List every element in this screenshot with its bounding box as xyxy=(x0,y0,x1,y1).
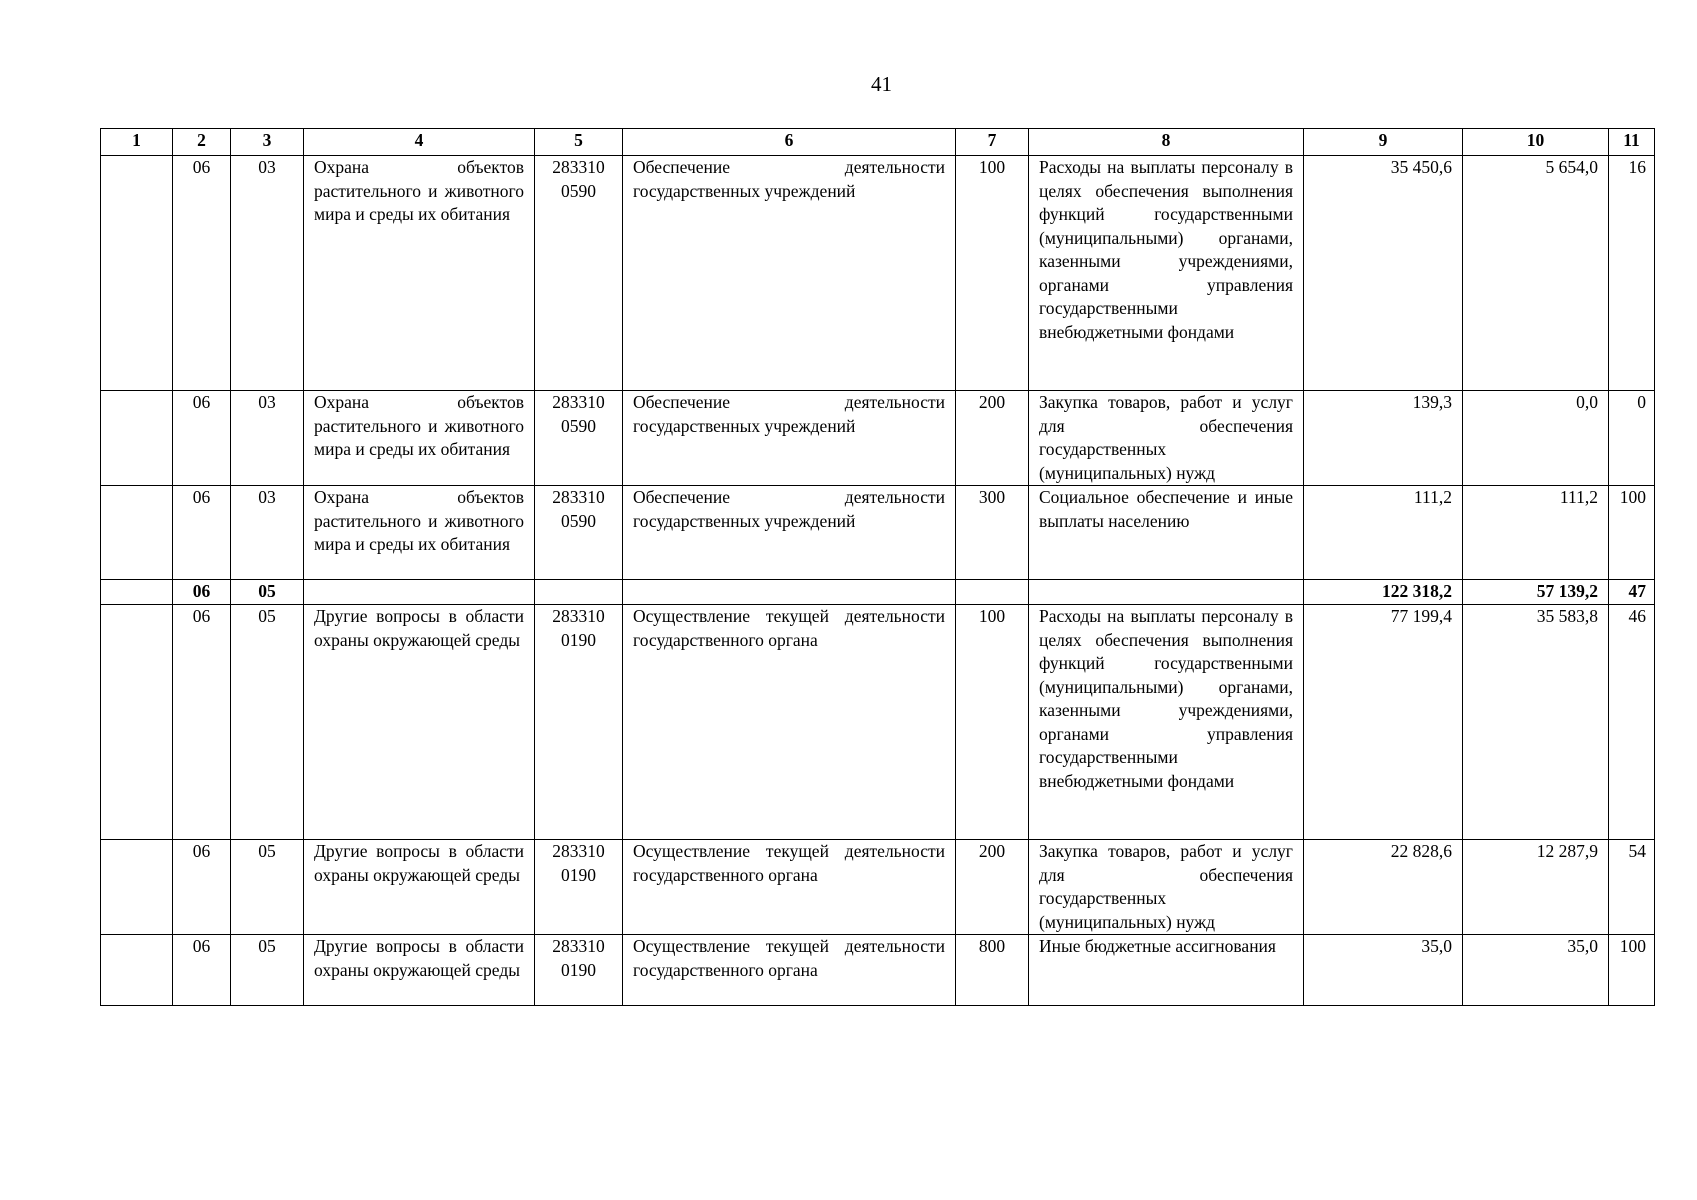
cell-target-code: 283310 0590 xyxy=(535,391,623,486)
cell-amount-actual: 57 139,2 xyxy=(1463,580,1609,605)
cell-expense-type-code: 800 xyxy=(956,935,1029,1006)
cell-target-name: Обеспечение деятельности государственных учреждений xyxy=(623,391,956,486)
column-header: 5 xyxy=(535,129,623,156)
cell-expense-type-code: 200 xyxy=(956,391,1029,486)
cell-number xyxy=(101,935,173,1006)
cell-percent: 100 xyxy=(1609,935,1655,1006)
cell-amount-plan: 139,3 xyxy=(1304,391,1463,486)
cell-subsection: 05 xyxy=(231,580,304,605)
cell-subsection-name: Охрана объектов растительного и животного мира и среды их обитания xyxy=(304,486,535,580)
cell-section: 06 xyxy=(173,156,231,391)
cell-amount-plan: 35 450,6 xyxy=(1304,156,1463,391)
cell-percent: 54 xyxy=(1609,840,1655,935)
cell-number xyxy=(101,391,173,486)
cell-percent: 47 xyxy=(1609,580,1655,605)
cell-target-code: 283310 0590 xyxy=(535,486,623,580)
cell-subsection: 05 xyxy=(231,605,304,840)
cell-target-name xyxy=(623,580,956,605)
cell-percent: 46 xyxy=(1609,605,1655,840)
cell-amount-plan: 22 828,6 xyxy=(1304,840,1463,935)
cell-subsection: 03 xyxy=(231,486,304,580)
column-header: 4 xyxy=(304,129,535,156)
column-header: 8 xyxy=(1029,129,1304,156)
cell-expense-type-name: Социальное обеспечение и иные выплаты населению xyxy=(1029,486,1304,580)
cell-expense-type-name: Расходы на выплаты персоналу в целях обеспечения выполнения функций государственными (муниципальными) органами, казенными учреждениями, органами управления государственными внебюджетными фондами xyxy=(1029,605,1304,840)
cell-subsection-name: Другие вопросы в области охраны окружающей среды xyxy=(304,840,535,935)
column-header: 10 xyxy=(1463,129,1609,156)
cell-section: 06 xyxy=(173,935,231,1006)
cell-expense-type-code: 300 xyxy=(956,486,1029,580)
cell-subsection-name: Охрана объектов растительного и животного мира и среды их обитания xyxy=(304,156,535,391)
cell-amount-plan: 122 318,2 xyxy=(1304,580,1463,605)
cell-target-name: Осуществление текущей деятельности государственного органа xyxy=(623,935,956,1006)
cell-amount-actual: 12 287,9 xyxy=(1463,840,1609,935)
column-header: 3 xyxy=(231,129,304,156)
cell-number xyxy=(101,840,173,935)
cell-percent: 16 xyxy=(1609,156,1655,391)
column-number-row xyxy=(101,129,1655,156)
cell-expense-type-code: 100 xyxy=(956,605,1029,840)
cell-subsection-name: Охрана объектов растительного и животного мира и среды их обитания xyxy=(304,391,535,486)
cell-target-code: 283310 0590 xyxy=(535,156,623,391)
cell-subsection: 05 xyxy=(231,840,304,935)
cell-target-name: Осуществление текущей деятельности государственного органа xyxy=(623,605,956,840)
cell-section: 06 xyxy=(173,486,231,580)
cell-section: 06 xyxy=(173,580,231,605)
cell-expense-type-code: 100 xyxy=(956,156,1029,391)
column-header: 2 xyxy=(173,129,231,156)
cell-subsection: 05 xyxy=(231,935,304,1006)
cell-amount-actual: 35 583,8 xyxy=(1463,605,1609,840)
column-header: 11 xyxy=(1609,129,1655,156)
cell-section: 06 xyxy=(173,605,231,840)
table-row xyxy=(101,486,1655,580)
column-header: 7 xyxy=(956,129,1029,156)
cell-expense-type-name: Закупка товаров, работ и услуг для обеспечения государственных (муниципальных) нужд xyxy=(1029,840,1304,935)
cell-target-code: 283310 0190 xyxy=(535,935,623,1006)
cell-subsection: 03 xyxy=(231,156,304,391)
cell-subsection-name xyxy=(304,580,535,605)
cell-expense-type-name: Расходы на выплаты персоналу в целях обеспечения выполнения функций государственными (муниципальными) органами, казенными учреждениями, органами управления государственными внебюджетными фондами xyxy=(1029,156,1304,391)
table-row xyxy=(101,156,1655,391)
column-header: 9 xyxy=(1304,129,1463,156)
cell-amount-actual: 5 654,0 xyxy=(1463,156,1609,391)
cell-expense-type-code xyxy=(956,580,1029,605)
cell-amount-actual: 35,0 xyxy=(1463,935,1609,1006)
column-header: 6 xyxy=(623,129,956,156)
column-header: 1 xyxy=(101,129,173,156)
cell-section: 06 xyxy=(173,391,231,486)
cell-expense-type-name: Иные бюджетные ассигнования xyxy=(1029,935,1304,1006)
budget-table xyxy=(100,128,1655,1006)
cell-target-code xyxy=(535,580,623,605)
cell-expense-type-code: 200 xyxy=(956,840,1029,935)
cell-subsection-name: Другие вопросы в области охраны окружающей среды xyxy=(304,935,535,1006)
table-row xyxy=(101,605,1655,840)
cell-subsection: 03 xyxy=(231,391,304,486)
cell-number xyxy=(101,605,173,840)
cell-expense-type-name: Закупка товаров, работ и услуг для обеспечения государственных (муниципальных) нужд xyxy=(1029,391,1304,486)
table-row xyxy=(101,391,1655,486)
cell-target-code: 283310 0190 xyxy=(535,605,623,840)
cell-target-name: Обеспечение деятельности государственных учреждений xyxy=(623,156,956,391)
cell-amount-plan: 111,2 xyxy=(1304,486,1463,580)
subtotal-row xyxy=(101,580,1655,605)
cell-target-name: Обеспечение деятельности государственных учреждений xyxy=(623,486,956,580)
table-row xyxy=(101,840,1655,935)
table-row xyxy=(101,935,1655,1006)
cell-percent: 0 xyxy=(1609,391,1655,486)
page-number: 41 xyxy=(871,72,892,96)
cell-percent: 100 xyxy=(1609,486,1655,580)
cell-subsection-name: Другие вопросы в области охраны окружающей среды xyxy=(304,605,535,840)
cell-amount-actual: 111,2 xyxy=(1463,486,1609,580)
cell-target-code: 283310 0190 xyxy=(535,840,623,935)
cell-amount-actual: 0,0 xyxy=(1463,391,1609,486)
cell-amount-plan: 77 199,4 xyxy=(1304,605,1463,840)
cell-number xyxy=(101,156,173,391)
cell-number xyxy=(101,580,173,605)
cell-expense-type-name xyxy=(1029,580,1304,605)
cell-amount-plan: 35,0 xyxy=(1304,935,1463,1006)
cell-number xyxy=(101,486,173,580)
cell-target-name: Осуществление текущей деятельности государственного органа xyxy=(623,840,956,935)
cell-section: 06 xyxy=(173,840,231,935)
